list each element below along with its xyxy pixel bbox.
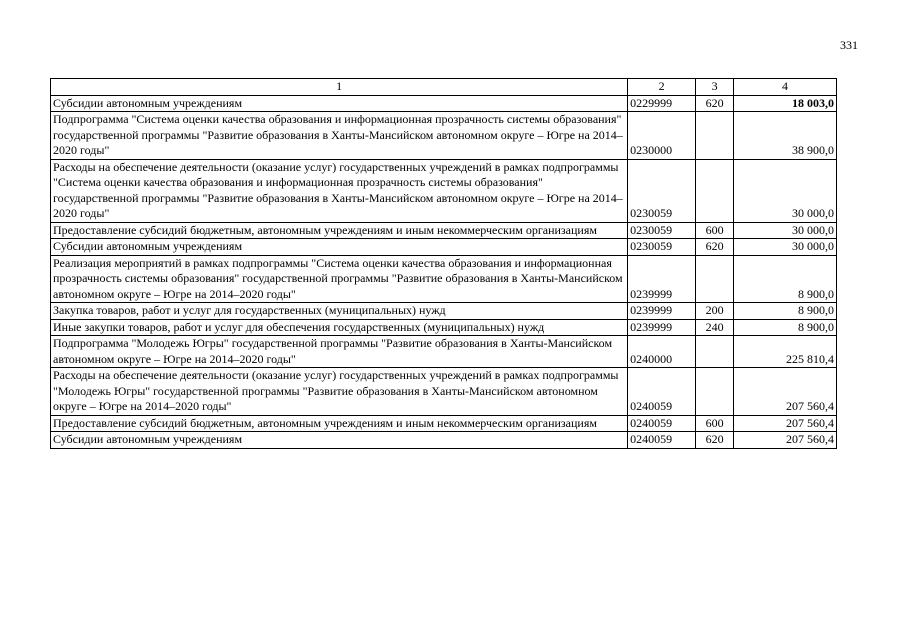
row-name: Подпрограмма "Система оценки качества образования и информационная прозрачность системы образования" государственной программы "Развитие образования в Ханты-Мансийском автономном округе – Югре на 2014–2020 годы" — [51, 112, 628, 160]
row-code: 0230059 — [628, 222, 696, 239]
row-code: 0230059 — [628, 159, 696, 222]
row-type: 600 — [696, 222, 734, 239]
row-sum: 38 900,0 — [734, 112, 837, 160]
header-col-2: 2 — [628, 79, 696, 96]
row-name: Субсидии автономным учреждениям — [51, 432, 628, 449]
row-sum: 8 900,0 — [734, 319, 837, 336]
row-sum: 18 003,0 — [734, 95, 837, 112]
row-code: 0239999 — [628, 255, 696, 303]
header-col-3: 3 — [696, 79, 734, 96]
table-row — [51, 303, 837, 320]
row-name: Предоставление субсидий бюджетным, автономным учреждениям и иным некоммерческим организациям — [51, 222, 628, 239]
row-code: 0240059 — [628, 432, 696, 449]
row-type — [696, 159, 734, 222]
header-col-1: 1 — [51, 79, 628, 96]
page-number: 331 — [840, 38, 858, 52]
row-type — [696, 336, 734, 368]
header-row — [51, 79, 837, 96]
row-code: 0230059 — [628, 239, 696, 256]
table-row — [51, 432, 837, 449]
row-name: Иные закупки товаров, работ и услуг для обеспечения государственных (муниципальных) нужд — [51, 319, 628, 336]
row-code: 0230000 — [628, 112, 696, 160]
row-name: Расходы на обеспечение деятельности (оказание услуг) государственных учреждений в рамках подпрограммы "Молодежь Югры" государственной программы "Развитие образования в Ханты-Мансийском автономном округе – Югре на 2014–2020 годы" — [51, 368, 628, 416]
row-name: Закупка товаров, работ и услуг для государственных (муниципальных) нужд — [51, 303, 628, 320]
row-sum: 30 000,0 — [734, 159, 837, 222]
table-row — [51, 222, 837, 239]
table-row — [51, 112, 837, 160]
row-sum: 8 900,0 — [734, 303, 837, 320]
row-type — [696, 368, 734, 416]
table-row — [51, 336, 837, 368]
row-type — [696, 112, 734, 160]
table-row — [51, 368, 837, 416]
row-code: 0239999 — [628, 303, 696, 320]
row-type: 620 — [696, 95, 734, 112]
row-code: 0239999 — [628, 319, 696, 336]
row-name: Реализация мероприятий в рамках подпрограммы "Система оценки качества образования и информационная прозрачность системы образования" государственной программы "Развитие образования в Ханты-Мансийском автономном округе – Югре на 2014–2020 годы" — [51, 255, 628, 303]
table-row — [51, 415, 837, 432]
row-code: 0240000 — [628, 336, 696, 368]
row-name: Предоставление субсидий бюджетным, автономным учреждениям и иным некоммерческим организациям — [51, 415, 628, 432]
row-name: Подпрограмма "Молодежь Югры" государственной программы "Развитие образования в Ханты-Мансийском автономном округе – Югре на 2014–2020 годы" — [51, 336, 628, 368]
row-name: Субсидии автономным учреждениям — [51, 95, 628, 112]
row-name: Расходы на обеспечение деятельности (оказание услуг) государственных учреждений в рамках подпрограммы "Система оценки качества образования и информационная прозрачность системы образования" государственной программы "Развитие образования в Ханты-Мансийском автономном округе – Югре на 2014–2020 годы" — [51, 159, 628, 222]
table-row — [51, 239, 837, 256]
row-name: Субсидии автономным учреждениям — [51, 239, 628, 256]
table-row — [51, 319, 837, 336]
row-sum: 207 560,4 — [734, 415, 837, 432]
row-code: 0240059 — [628, 415, 696, 432]
row-type: 620 — [696, 239, 734, 256]
table-row — [51, 95, 837, 112]
row-type: 600 — [696, 415, 734, 432]
budget-table — [50, 78, 837, 449]
row-type: 620 — [696, 432, 734, 449]
row-sum: 207 560,4 — [734, 368, 837, 416]
row-sum: 225 810,4 — [734, 336, 837, 368]
row-code: 0240059 — [628, 368, 696, 416]
row-sum: 30 000,0 — [734, 222, 837, 239]
row-type: 240 — [696, 319, 734, 336]
header-col-4: 4 — [734, 79, 837, 96]
row-sum: 8 900,0 — [734, 255, 837, 303]
table-row — [51, 255, 837, 303]
row-type — [696, 255, 734, 303]
row-sum: 30 000,0 — [734, 239, 837, 256]
table-row — [51, 159, 837, 222]
row-sum: 207 560,4 — [734, 432, 837, 449]
row-code: 0229999 — [628, 95, 696, 112]
row-type: 200 — [696, 303, 734, 320]
